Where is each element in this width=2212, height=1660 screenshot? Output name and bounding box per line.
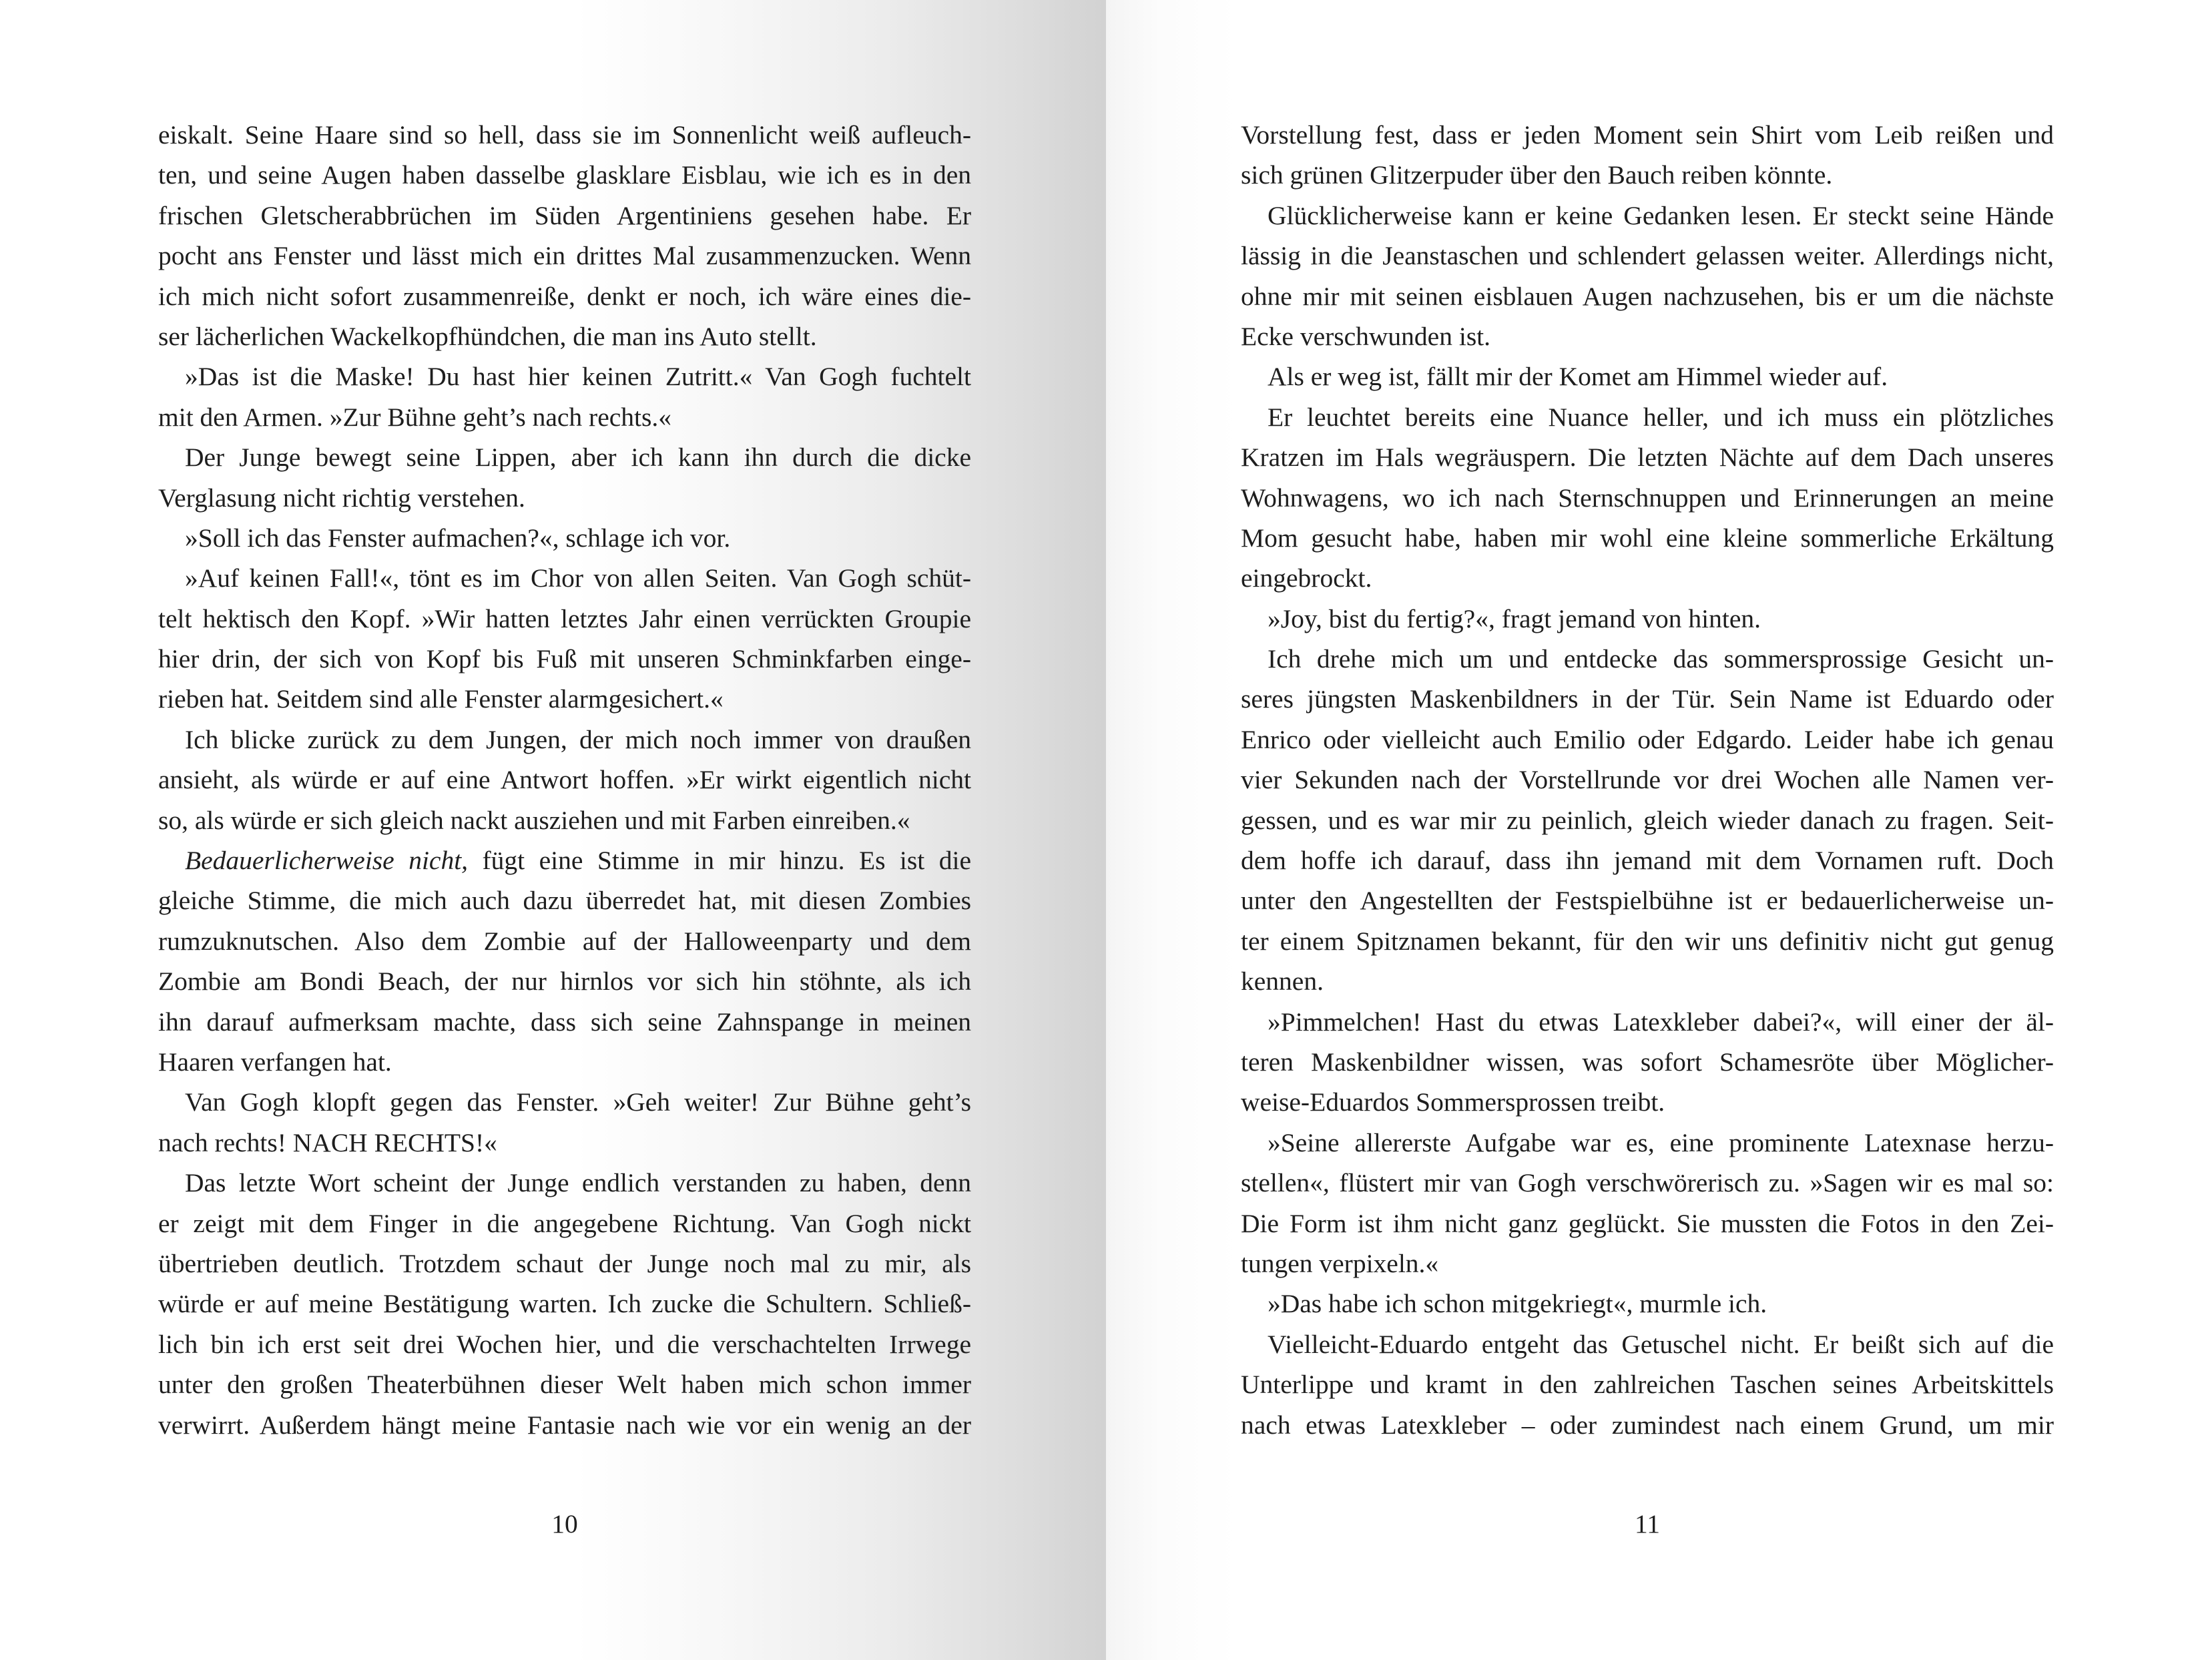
text-line: Unterlippe und kramt in den zahlreichen Taschen seines Arbeitskittels [1241, 1370, 2054, 1400]
right-page-number: 11 [1634, 1509, 1661, 1539]
text-line: vier Sekunden nach der Vorstellrunde vor drei Wochen alle Namen ver- [1241, 765, 2054, 795]
text-line: mit den Armen. »Zur Bühne geht’s nach rechts.« [158, 402, 671, 432]
text-line: frischen Gletscherabbrüchen im Süden Argentiniens gesehen habe. Er [158, 200, 971, 230]
text-line: »Seine allererste Aufgabe war es, eine prominente Latexnase herzu- [1268, 1127, 2054, 1157]
text-line: Ecke verschwunden ist. [1241, 321, 1491, 351]
text-line: nach etwas Latexkleber – oder zumindest nach einem Grund, um mir [1241, 1410, 2054, 1440]
text-line: dem hoffe ich darauf, dass ihn jemand mit dem Vornamen ruft. Doch [1241, 846, 2054, 876]
text-line: »Joy, bist du fertig?«, fragt jemand von hinten. [1268, 603, 1761, 633]
text-line: unter den großen Theaterbühnen dieser Welt haben mich schon immer [158, 1370, 971, 1400]
text-line: rieben hat. Seitdem sind alle Fenster alarmgesichert.« [158, 684, 724, 714]
text-line: Die Form ist ihm nicht ganz geglückt. Sie mussten die Fotos in den Zei- [1241, 1208, 2054, 1238]
text-line: Mom gesucht habe, haben mir wohl eine kleine sommerliche Erkältung [1241, 523, 2054, 553]
text-line: er zeigt mit dem Finger in die angegebene Richtung. Van Gogh nickt [158, 1208, 971, 1238]
text-line: Haaren verfangen hat. [158, 1047, 392, 1077]
text-line: »Das habe ich schon mitgekriegt«, murmle ich. [1268, 1289, 1767, 1319]
text-line: Zombie am Bondi Beach, der nur hirnlos vor sich hin stöhnte, als ich [158, 966, 971, 997]
text-line: »Das ist die Maske! Du hast hier keinen Zutritt.« Van Gogh fuchtelt [185, 362, 971, 392]
text-line: Ich drehe mich um und entdecke das sommersprossige Gesicht un- [1268, 644, 2054, 674]
left-page-text [158, 115, 971, 1445]
text-line: ohne mir mit seinen eisblauen Augen nachzusehen, bis er um die nächste [1241, 281, 2054, 311]
text-line: Vorstellung fest, dass er jeden Moment sein Shirt vom Leib reißen und [1241, 120, 2054, 150]
right-page-text [1241, 115, 2054, 1445]
text-line: lässig in die Jeanstaschen und schlendert gelassen weiter. Allerdings nicht, [1241, 241, 2054, 271]
text-line: Der Junge bewegt seine Lippen, aber ich kann ihn durch die dicke [185, 443, 971, 473]
text-line: Verglasung nicht richtig verstehen. [158, 483, 525, 513]
text-line: Als er weg ist, fällt mir der Komet am Himmel wieder auf. [1268, 362, 1888, 392]
text-line: Das letzte Wort scheint der Junge endlich verstanden zu haben, denn [185, 1168, 971, 1198]
text-line: rumzuknutschen. Also dem Zombie auf der Halloweenparty und dem [158, 926, 971, 956]
text-line: telt hektisch den Kopf. »Wir hatten letztes Jahr einen verrückten Groupie [158, 603, 971, 633]
text-line: Wohnwagens, wo ich nach Sternschnuppen und Erinnerungen an meine [1241, 483, 2054, 513]
italic-phrase: Bedauerlicherweise nicht, [185, 846, 469, 876]
text-line: übertrieben deutlich. Trotzdem schaut der Junge noch mal zu mir, als [158, 1248, 971, 1278]
text-line-rest: fügt eine Stimme in mir hinzu. Es ist die [468, 846, 971, 876]
text-line: eingebrockt. [1241, 563, 1372, 593]
text-line: stellen«, flüstert mir van Gogh verschwörerisch zu. »Sagen wir es mal so: [1241, 1168, 2054, 1198]
text-line: Glücklicherweise kann er keine Gedanken lesen. Er steckt seine Hände [1268, 200, 2054, 230]
text-line: »Soll ich das Fenster aufmachen?«, schlage ich vor. [185, 523, 731, 553]
text-line: ansieht, als würde er auf eine Antwort hoffen. »Er wirkt eigentlich nicht [158, 765, 971, 795]
text-line: verwirrt. Außerdem hängt meine Fantasie nach wie vor ein wenig an der [158, 1410, 971, 1440]
text-line: ten, und seine Augen haben dasselbe glasklare Eisblau, wie ich es in den [158, 160, 971, 190]
text-line: würde er auf meine Bestätigung warten. Ich zucke die Schultern. Schließ- [158, 1289, 971, 1319]
text-line: ter einem Spitznamen bekannt, für den wir uns definitiv nicht gut genug [1241, 926, 2054, 956]
text-line: ser lächerlichen Wackelkopfhündchen, die man ins Auto stellt. [158, 321, 817, 351]
text-line: seres jüngsten Maskenbildners in der Tür. Sein Name ist Eduardo oder [1241, 684, 2054, 714]
text-line: »Pimmelchen! Hast du etwas Latexkleber dabei?«, will einer der äl- [1268, 1007, 2054, 1037]
text-line: ihn darauf aufmerksam machte, dass sich seine Zahnspange in meinen [158, 1007, 971, 1037]
text-line: weise-Eduardos Sommersprossen treibt. [1241, 1087, 1665, 1117]
text-line: ich mich nicht sofort zusammenreiße, denkt er noch, ich wäre eines die- [158, 281, 971, 311]
text-line: gessen, und es war mir zu peinlich, gleich wieder danach zu fragen. Seit- [1241, 805, 2054, 835]
left-page-number: 10 [551, 1509, 578, 1539]
text-line: teren Maskenbildner wissen, was sofort Schamesröte über Möglicher- [1241, 1047, 2054, 1077]
text-line: Kratzen im Hals wegräuspern. Die letzten Nächte auf dem Dach unseres [1241, 443, 2054, 473]
text-line: unter den Angestellten der Festspielbühne ist er bedauerlicherweise un- [1241, 886, 2054, 916]
text-line: gleiche Stimme, die mich auch dazu überredet hat, mit diesen Zombies [158, 886, 971, 916]
right-page [1106, 0, 2212, 1660]
text-line: pocht ans Fenster und lässt mich ein drittes Mal zusammenzucken. Wenn [158, 241, 971, 271]
text-line: sich grünen Glitzerpuder über den Bauch reiben könnte. [1241, 160, 1833, 190]
text-line: kennen. [1241, 966, 1324, 997]
text-line: hier drin, der sich von Kopf bis Fuß mit unseren Schminkfarben einge- [158, 644, 971, 674]
text-line: nach rechts! NACH RECHTS!« [158, 1127, 497, 1157]
text-line: eiskalt. Seine Haare sind so hell, dass sie im Sonnenlicht weiß aufleuch- [158, 120, 971, 150]
text-line: Er leuchtet bereits eine Nuance heller, und ich muss ein plötzliches [1268, 402, 2054, 432]
text-line: Van Gogh klopft gegen das Fenster. »Geh weiter! Zur Bühne geht’s [185, 1087, 971, 1117]
text-line: Enrico oder vielleicht auch Emilio oder Edgardo. Leider habe ich genau [1241, 724, 2054, 754]
text-line: lich bin ich erst seit drei Wochen hier, und die verschachtelten Irrwege [158, 1329, 971, 1359]
text-line: Vielleicht-Eduardo entgeht das Getuschel nicht. Er beißt sich auf die [1268, 1329, 2054, 1359]
text-line [158, 840, 971, 880]
text-line: Ich blicke zurück zu dem Jungen, der mich noch immer von draußen [185, 724, 971, 754]
text-line: tungen verpixeln.« [1241, 1248, 1439, 1278]
text-line: so, als würde er sich gleich nackt ausziehen und mit Farben einreiben.« [158, 805, 910, 835]
text-line: »Auf keinen Fall!«, tönt es im Chor von allen Seiten. Van Gogh schüt- [185, 563, 971, 593]
